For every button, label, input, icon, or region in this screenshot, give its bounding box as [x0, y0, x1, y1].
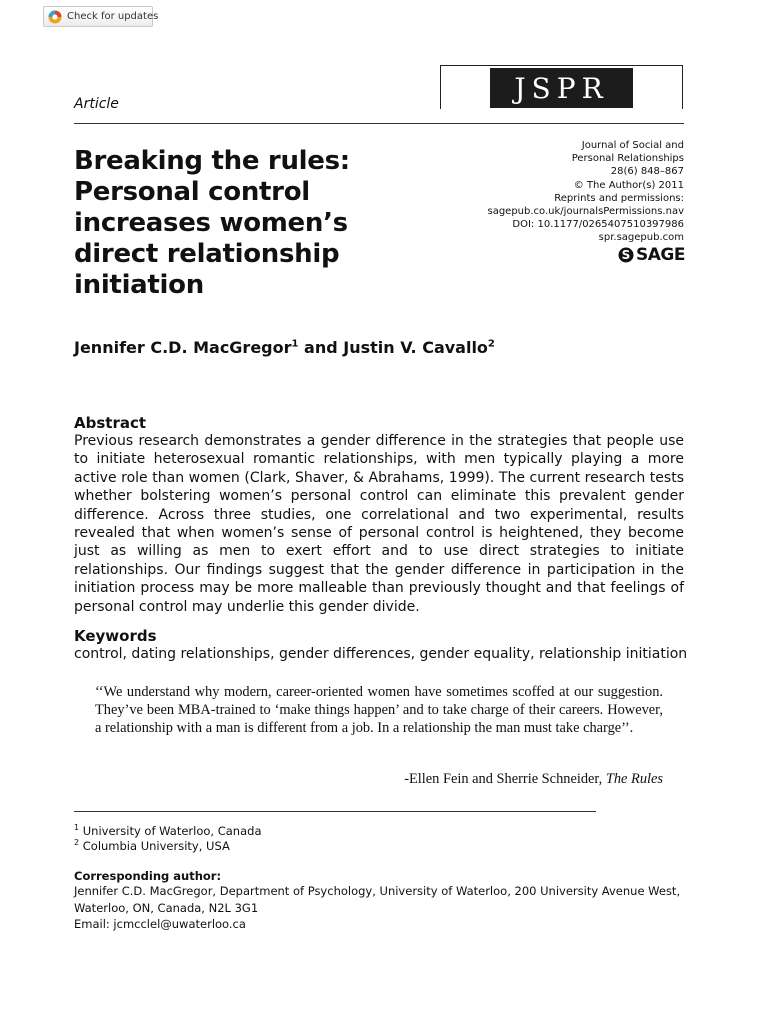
pubinfo-journal-site[interactable]: spr.sagepub.com: [598, 232, 684, 244]
check-for-updates-label: Check for updates: [67, 11, 159, 22]
journal-logo: JSPR: [490, 68, 633, 108]
author-list: [74, 338, 495, 357]
epigraph-attribution: [300, 771, 663, 788]
keywords-heading: Keywords: [74, 627, 157, 645]
epigraph-quote: ‘‘We understand why modern, career-oriented women have sometimes scoffed at our suggestion. They’ve been MBA-trained to ‘make things happen’ and to take charge of their careers. However, a relationship with a man is different from a job. In a relationship the man must take charge’’.: [95, 684, 663, 736]
pubinfo-journal-line1: Journal of Social and: [581, 140, 684, 151]
pubinfo-volume: 28(6) 848–867: [610, 166, 684, 178]
pubinfo-reprints: Reprints and permissions:: [554, 192, 684, 204]
crossmark-icon: [48, 10, 62, 24]
pubinfo-journal-line2: Personal Relationships: [571, 153, 684, 165]
author-conjunction: and: [298, 338, 344, 357]
publisher-logo-text: SAGE: [636, 245, 685, 265]
publisher-logo: [605, 245, 685, 265]
footnote-text: Columbia University, USA: [82, 838, 230, 853]
header-divider: [74, 123, 684, 124]
corresponding-author-heading: Corresponding author:: [74, 869, 222, 883]
corresponding-author-address: Jennifer C.D. MacGregor, Department of Psychology, University of Waterloo, 200 University Avenue West, Waterloo, ON, Canada, N2L 3G1: [74, 884, 681, 915]
pubinfo-permissions-link[interactable]: sagepub.co.uk/journalsPermissions.nav: [487, 206, 684, 218]
footnote-mark: 1: [74, 823, 80, 832]
sage-logo-icon: [618, 247, 634, 263]
epigraph-source: The Rules: [605, 771, 663, 787]
check-for-updates-button[interactable]: [43, 6, 159, 27]
article-title: Breaking the rules: Personal control increases women’s direct relationship initiation: [74, 146, 350, 300]
author-name: Justin V. Cavallo: [343, 338, 488, 357]
publication-info: [470, 139, 684, 245]
affiliation-footnote: [74, 838, 230, 853]
affiliation-footnote: [74, 823, 262, 838]
svg-text:S: S: [621, 248, 631, 263]
footnote-divider: [74, 811, 596, 812]
footnote-text: University of Waterloo, Canada: [82, 823, 262, 838]
pubinfo-copyright: © The Author(s) 2011: [573, 179, 684, 191]
pubinfo-doi[interactable]: DOI: 10.1177/0265407510397986: [512, 219, 684, 231]
author-affiliation-mark: 2: [487, 338, 495, 350]
keywords-list: control, dating relationships, gender differences, gender equality, relationship initiation: [74, 646, 688, 662]
author-name: Jennifer C.D. MacGregor: [74, 338, 292, 357]
abstract-body: Previous research demonstrates a gender difference in the strategies that people use to initiate heterosexual romantic relationships, with men typically playing a more active role than women (Clark, Shaver, & Abrahams, 1999). The current research tests whether bolstering women’s personal control can eliminate this prevalent gender difference. Across three studies, one correlational and two experimental, results revealed that when women’s sense of personal control is heightened, they become just as willing as men to exert effort and to use direct strategies to initiate relationships. Our findings suggest that the gender difference in participation in the initiation process may be more malleable than previously thought and that feelings of personal control may underlie this gender divide.: [74, 433, 684, 615]
abstract-heading: Abstract: [74, 414, 147, 432]
author-affiliation-mark: 1: [291, 338, 299, 350]
footnote-mark: 2: [74, 838, 80, 847]
article-type-label: Article: [74, 96, 119, 112]
corresponding-author-details: [74, 883, 689, 933]
epigraph-authors: -Ellen Fein and Sherrie Schneider,: [404, 771, 606, 787]
corresponding-author-email[interactable]: Email: jcmcclel@uwaterloo.ca: [74, 917, 246, 931]
